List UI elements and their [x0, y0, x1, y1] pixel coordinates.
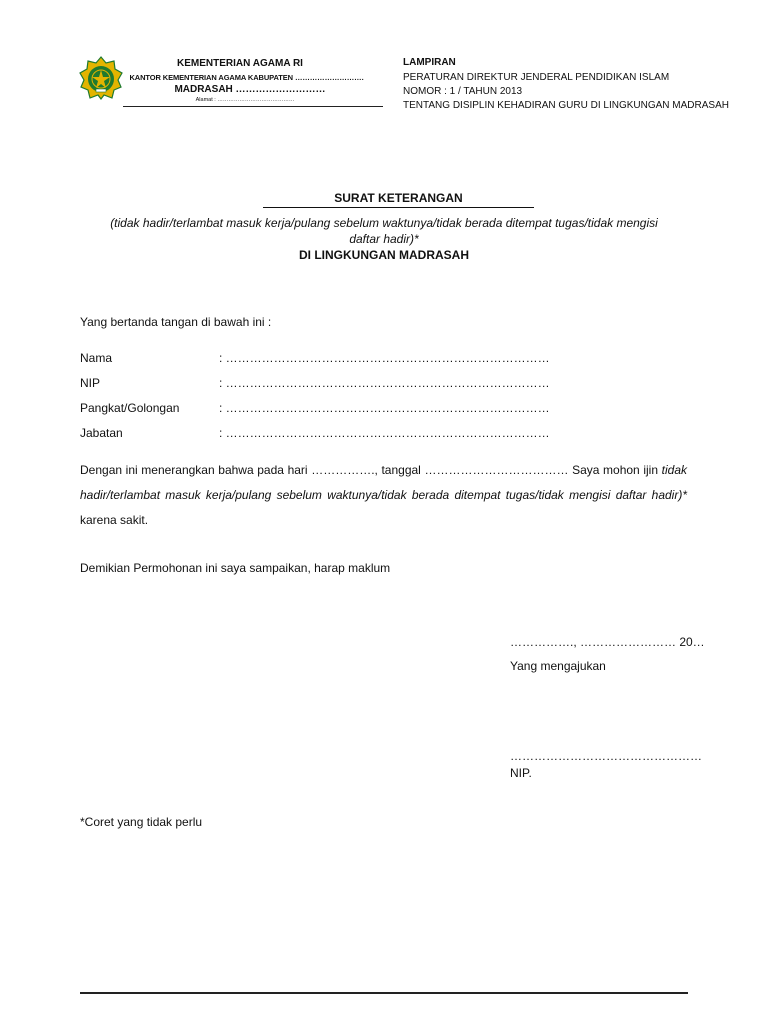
statement-italic: tidak hadir/terlambat masuk kerja/pulang sebelum waktunya/tidak berada ditempat tugas/tidak mengisi daftar hadir)*: [80, 463, 687, 502]
field-label-nip: NIP: [80, 376, 101, 390]
field-value-nip: : ………………………………………………………………………: [219, 376, 550, 390]
field-value-rank: : ………………………………………………………………………: [219, 401, 550, 415]
attachment-regulation: PERATURAN DIREKTUR JENDERAL PENDIDIKAN ISLAM: [403, 72, 670, 83]
attachment-label: LAMPIRAN: [403, 57, 456, 68]
letterhead-office: KANTOR KEMENTERIAN AGAMA KABUPATEN ……………………….: [129, 73, 364, 82]
field-label-position: Jabatan: [80, 426, 123, 440]
intro-text: Yang bertanda tangan di bawah ini :: [80, 315, 272, 329]
attachment-subject: TENTANG DISIPLIN KEHADIRAN GURU DI LINGKUNGAN MADRASAH: [403, 100, 729, 111]
kemenag-emblem-icon: [79, 56, 123, 100]
letterhead-madrasah: MADRASAH ………………………: [174, 84, 326, 95]
statement-paragraph: [80, 458, 687, 533]
statement-end: karena sakit.: [80, 513, 149, 527]
field-value-name: : ………………………………………………………………………: [219, 351, 550, 365]
letterhead-divider: [123, 106, 383, 107]
kemenag-emblem-svg: [79, 56, 123, 100]
statement-start: Dengan ini menerangkan bahwa pada hari ……………., tanggal ……………………………… Saya mohon ijin: [80, 463, 662, 477]
field-label-rank: Pangkat/Golongan: [80, 401, 180, 415]
letterhead-ministry: KEMENTERIAN AGAMA RI: [177, 58, 303, 69]
attachment-number: NOMOR : 1 / TAHUN 2013: [403, 86, 523, 97]
signature-applicant-label: Yang mengajukan: [510, 659, 606, 673]
document-location: DI LINGKUNGAN MADRASAH: [299, 248, 469, 262]
closing-text: Demikian Permohonan ini saya sampaikan, harap maklum: [80, 561, 391, 575]
letterhead-address: Alamat : ……………………………………: [195, 97, 295, 103]
bottom-divider: [80, 992, 688, 994]
field-value-position: : ………………………………………………………………………: [219, 426, 550, 440]
document-title: SURAT KETERANGAN: [263, 191, 534, 208]
signature-date-line: ……………., …………………… 20…: [510, 635, 705, 649]
document-subtitle: (tidak hadir/terlambat masuk kerja/pulang sebelum waktunya/tidak berada ditempat tugas/tidak mengisi daftar hadir)*: [110, 216, 658, 246]
signature-name-line: …………………………………………: [510, 749, 702, 763]
footnote: *Coret yang tidak perlu: [80, 815, 203, 829]
field-label-name: Nama: [80, 351, 113, 365]
signature-nip-label: NIP.: [510, 766, 532, 780]
